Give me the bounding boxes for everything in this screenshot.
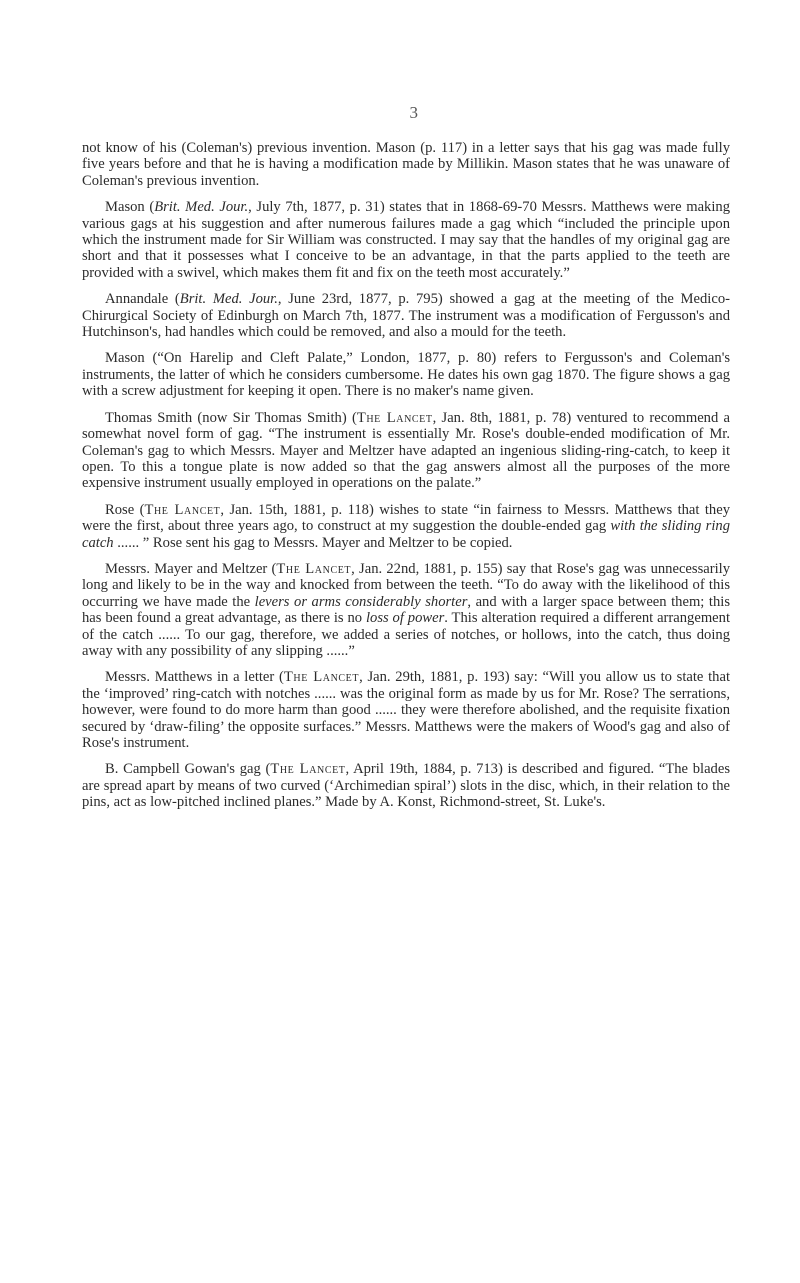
italic-text: with the sliding ring catch [82,518,730,551]
paragraph [82,669,730,751]
text-segment: , July 7th, 1877, p. 31) states that in 1868-69-70 Messrs. Matthews were making various gags at his suggestion and after numerous failures made a gag which “included the principle upon which the instrument made for Sir William was constructed. I may say that the handles of my original gag are short and that it possesses what I conceive to be an advantage, in that the parts applied to the teeth are provided with a swivel, which makes them fit and fix on the teeth most accurately.” [82,199,730,281]
paragraph [82,199,730,281]
journal-name: The Lancet [276,560,352,577]
paragraph [82,350,730,399]
paragraph [82,561,730,659]
paragraph [82,140,730,189]
italic-text: Brit. Med. Jour. [154,199,249,216]
text-segment: Annandale ( [105,291,180,308]
paragraph [82,291,730,340]
italic-text: Brit. Med. Jour. [179,291,278,308]
journal-name: The Lancet [144,501,221,518]
text-segment: , April 19th, 1884, p. 713) is described and figured. “The blades are spread apart by means of two curved (‘Archimedian spiral’) slots in the disc, which, in their relation to the pins, act as low-pitched inclined planes.” Made by A. Konst, Richmond-street, St. Luke's. [82,761,730,811]
journal-name: The Lancet [283,669,360,686]
text-segment: , June 23rd, 1877, p. 795) showed a gag at the meeting of the Medico-Chirurgical Society of Edinburgh on March 7th, 1877. The instrument was a modification of Fergusson's and Hutchinson's, had handles which could be removed, and also a mould for the teeth. [82,291,730,341]
text-segment: , Jan. 15th, 1881, p. 118) wishes to state “in fairness to Messrs. Matthews that they were the first, about three years ago, to construct at my suggestion the double-ended gag [82,501,730,535]
journal-name: The Lancet [356,409,433,426]
body-text [82,140,730,821]
text-segment: , Jan. 8th, 1881, p. 78) ventured to recommend a somewhat novel form of gag. “The instrument is essentially Mr. Rose's double-ended modification of Mr. Coleman's gag to which Messrs. Mayer and Meltzer have adapted an ingenious sliding-ring-catch, to keep it open. To this a tongue plate is now added so that the gag answers almost all the purposes of the more expensive instrument usually employed in operations on the palate.” [82,409,731,492]
text-segment: , and with a larger space between them; this has been found a great advantage, as there is no [82,593,730,627]
page-number: 3 [409,103,419,122]
text-segment: Mason (“On Harelip and Cleft Palate,” London, 1877, p. 80) refers to Fergusson's and Coleman's instruments, the latter of which he considers cumbersome. He dates his own gag 1870. The figure shows a gag with a screw adjustment for keeping it open. There is no maker's name given. [82,350,730,400]
text-segment: Messrs. Matthews in a letter ( [105,669,284,686]
text-segment: Thomas Smith (now Sir Thomas Smith) ( [105,409,357,426]
text-segment: Messrs. Mayer and Meltzer ( [105,560,277,577]
text-segment: Mason ( [105,199,155,216]
text-segment: , Jan. 29th, 1881, p. 193) say: “Will you allow us to state that the ‘improved’ ring-catch with notches ...... was the original form as made by us for Mr. Rose? The serrations, however, were found to do more harm than good ...... they were therefore abolished, and the requisite fixation secured by ‘draw-filing’ the opposite surfaces.” Messrs. Matthews were the makers of Wood's gag and also of Rose's instrument. [82,669,730,751]
italic-text: loss of power [365,610,445,627]
text-segment: not know of his (Coleman's) previous invention. Mason (p. 117) in a letter says that his gag was made fully five years before and that he is having a modification made by Millikin. Mason states that he was unaware of Coleman's previous invention. [82,140,730,189]
journal-name: The Lancet [270,761,346,778]
text-segment: . This alteration required a different arrangement of the catch ...... To our gag, therefore, we added a series of notches, or hollows, into the catch, thus doing away with any possibility of any slipping ......” [82,610,730,659]
text-segment: , Jan. 22nd, 1881, p. 155) say that Rose's gag was unnecessarily long and likely to be in the way and knocked from between the teeth. “To do away with the likelihood of this occurring we have made the [82,560,731,610]
paragraph [82,502,730,551]
italic-text: levers or arms considerably shorter [254,593,468,610]
text-segment: ...... ” Rose sent his gag to Messrs. Mayer and Meltzer to be copied. [113,534,513,551]
text-segment: B. Campbell Gowan's gag ( [105,761,271,778]
paragraph [82,410,730,492]
paragraph [82,761,730,810]
text-segment: Rose ( [105,501,145,518]
